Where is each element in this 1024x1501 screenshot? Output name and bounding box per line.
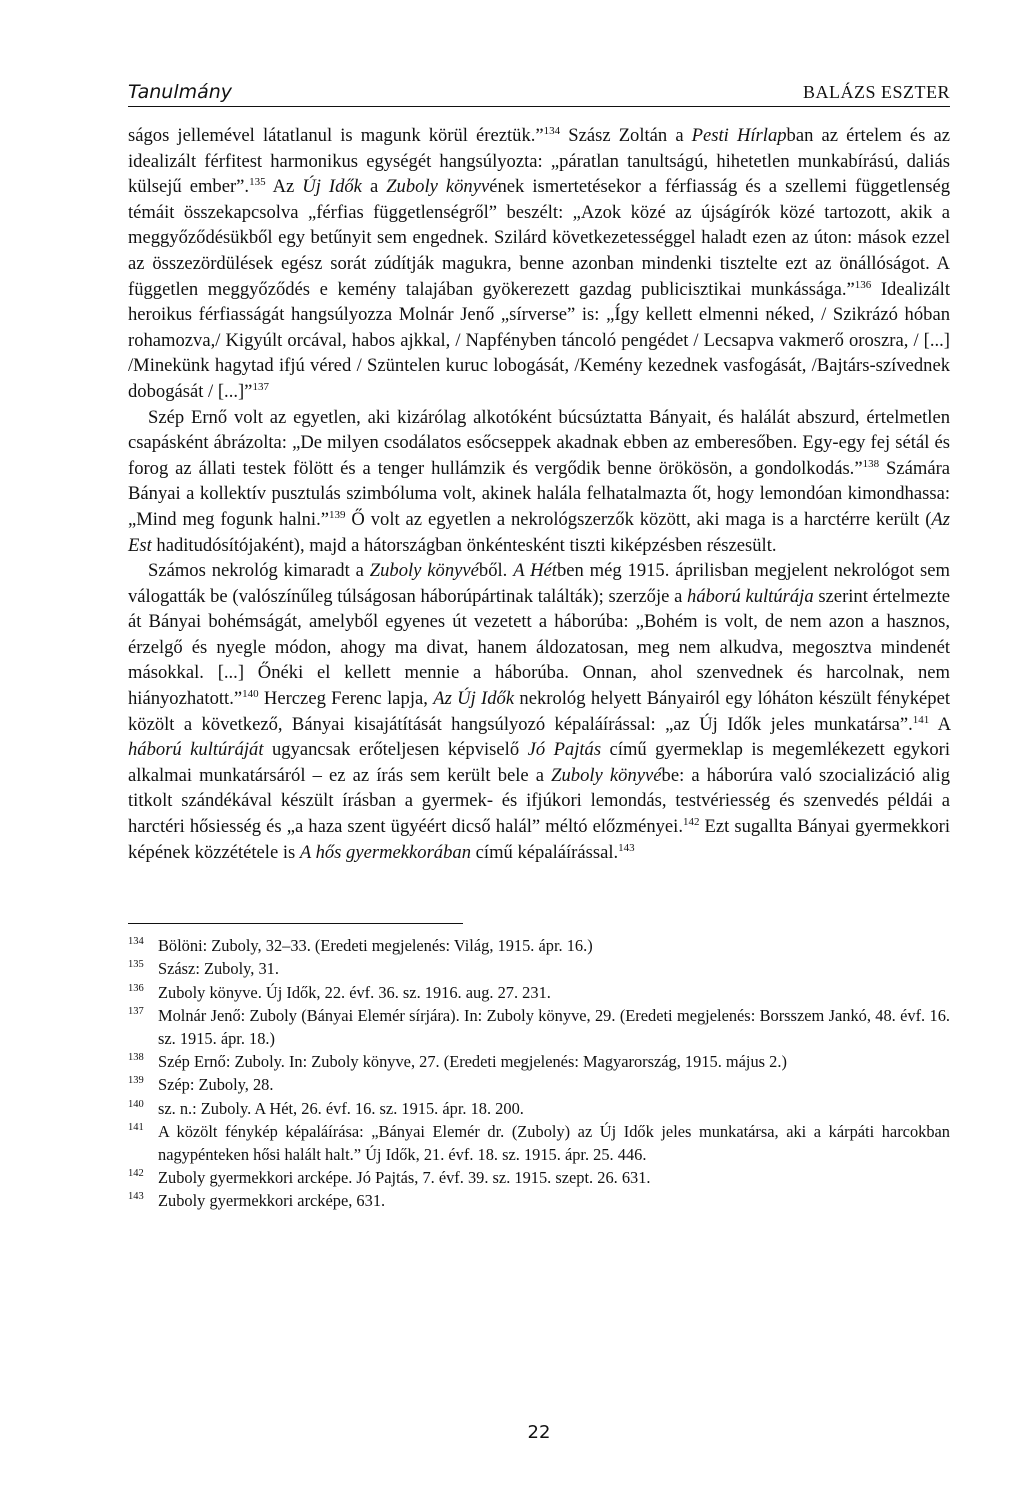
text-run: Ő volt az egyetlen a nekrológszerzők között, aki maga is a harctérre került ( xyxy=(345,508,932,530)
text-run: Herczeg Ferenc lapja, xyxy=(258,688,434,710)
footnote-text: Szép: Zuboly, 28. xyxy=(158,1075,274,1095)
text-run: A xyxy=(929,713,950,735)
footnotes xyxy=(128,934,950,1212)
italic-text: Az Est xyxy=(128,508,951,556)
footnote xyxy=(128,1004,950,1050)
footnote-text: Molnár Jenő: Zuboly (Bányai Elemér sírjára). In: Zuboly könyve, 29. (Eredeti megjelenés: Borsszem Jankó, 48. évf. 16. sz. 1915. ápr. 18.) xyxy=(158,1005,950,1049)
footnote-reference: 139 xyxy=(329,508,346,521)
footnote-number: 139 xyxy=(128,1075,144,1087)
footnote xyxy=(128,957,950,980)
text-run: be: a háborúra való szocializáció alig titkolt szándékával készült írásban a gyermek- és ifjúkori lemondás, testvériesség és szenvedés példái a harctéri hősiesség és „a haza szent ügyéért dicső halál” méltó előzményei. xyxy=(128,764,950,838)
footnote-text: Zuboly könyve. Új Idők, 22. évf. 36. sz. 1916. aug. 27. 231. xyxy=(158,982,551,1002)
footnote xyxy=(128,1166,950,1189)
footnote-number: 137 xyxy=(128,1005,144,1017)
footnote-text: sz. n.: Zuboly. A Hét, 26. évf. 16. sz. 1915. ápr. 18. 200. xyxy=(158,1098,524,1118)
footnote-reference: 134 xyxy=(543,124,561,137)
footnote-number: 142 xyxy=(128,1168,144,1180)
text-run: Számára Bányai a kollektív pusztulás szimbóluma volt, akinek halála felhatalmazta őt, hogy lemondóan kimondhassa: „Mind meg fogunk halni.” xyxy=(128,457,951,530)
footnote-text: Szép Ernő: Zuboly. In: Zuboly könyve, 27. (Eredeti megjelenés: Magyarország, 1915. május 2.) xyxy=(158,1052,787,1072)
footnote-number: 135 xyxy=(128,959,144,971)
footnote-text: Szász: Zuboly, 31. xyxy=(158,959,279,979)
footnote-reference: 142 xyxy=(682,815,700,828)
footnote-text: Zuboly gyermekkori arcképe, 631. xyxy=(158,1191,386,1211)
footnote-reference: 138 xyxy=(862,457,880,470)
footnote-number: 140 xyxy=(128,1098,144,1110)
text-run: ságos jellemével látatlanul is magunk körül éreztük.” xyxy=(128,125,544,146)
text-run: ből. xyxy=(478,560,514,582)
text-run: ugyancsak erőteljesen képviselő xyxy=(263,739,528,761)
footnote-number: 143 xyxy=(128,1191,144,1203)
footnote-number: 141 xyxy=(128,1121,144,1133)
text-run: Ezt sugallta Bányai gyermekkori képének közzététele is xyxy=(128,816,951,863)
footnote xyxy=(128,1073,950,1096)
body-text xyxy=(128,123,950,865)
footnote xyxy=(128,1189,950,1212)
footnote-number: 138 xyxy=(128,1052,144,1064)
italic-text: Új Idők xyxy=(302,176,362,198)
footnote xyxy=(128,934,950,957)
text-run: Idealizált heroikus férfiasságát hangsúlyozza Molnár Jenő „sírverse” is: „Így kellett elmenni néked, / Szikrázó hóban rohamozva,/ Kigyúlt orcával, habos ajkkal, / Napfényben táncoló pengédet / Lecsapva vakmerő oroszra, / [...] /Minekünk hagytad ifjú véred / Szüntelen kuruc lobogását, /Kemény kezednek vasfogását, /Bajtárs-szívednek dobogását / [...]” xyxy=(128,278,950,402)
text-run: Az xyxy=(265,176,303,198)
text-run: haditudósítójaként), majd a hátországban önkéntesként tiszti kiképzésben részesült. xyxy=(151,534,777,556)
running-header xyxy=(128,72,950,107)
page-number: 22 xyxy=(527,1422,551,1443)
footnote-reference: 137 xyxy=(252,380,269,393)
footnote-reference: 136 xyxy=(854,278,872,291)
text-run: szerint értelmezte át Bányai bohémságát, amelyből egyenes út vezetett a háborúba: „Bohém is volt, de nem azon a hasznos, érzelgő és nyegle módon, ahogy ma divat, hanem áldozatosan, meg nem alkudva, megosztva mindenét másokkal. [...] Őnéki el kellett mennie a háborúba. Onnan, ahol szenvednek és harcolnak, nem hiányozhatott.” xyxy=(128,585,950,710)
footnote-number: 136 xyxy=(128,982,144,994)
footnote xyxy=(128,1097,950,1120)
footnote-reference: 135 xyxy=(249,176,266,188)
footnote-reference: 140 xyxy=(242,687,259,700)
italic-text: Zuboly könyv xyxy=(386,176,490,198)
text-run: ének ismertetésekor a férfiasság és a szellemi függetlenség témáit összekapcsolva „férfias függetlenségről” beszélt: „Azok közé az újságírók közé tartozott, akik a meggyőződésükből egy betűnyit sem engednek. Szilárd következetességgel haladt ezen az úton: mások ezzel az összezördülések egész sorát zúdítják magukra, benne azonban mindenki tisztelte ezt az önállóságot. A független meggyőződés e kemény talajában gyökerezett gazdag publicisztikai munkássága.” xyxy=(128,176,951,300)
header-section: Tanulmány xyxy=(128,81,233,103)
italic-text: Jó Pajtás xyxy=(527,739,602,761)
paragraph xyxy=(128,558,950,865)
text-run: Számos nekrológ kimaradt a xyxy=(148,560,370,582)
text-run: ben még 1915. áprilisban megjelent nekrológot sem válogatták be (valószínűleg túlságosan háborúpártinak találták); szerzője a xyxy=(128,560,951,607)
footnote-number: 134 xyxy=(128,936,144,948)
footnote-text: A közölt fénykép képaláírása: „Bányai Elemér dr. (Zuboly) az Új Idők jeles munkatársa, aki a kárpáti harcokban nagypénteken hősi halált halt.” Új Idők, 21. évf. 18. sz. 1915. ápr. 25. 446. xyxy=(158,1121,950,1165)
italic-text: háború kultúrája xyxy=(687,585,814,607)
footnote-text: Bölöni: Zuboly, 32–33. (Eredeti megjelenés: Világ, 1915. ápr. 16.) xyxy=(158,936,593,956)
italic-text: háború kultúráját xyxy=(128,739,264,761)
footnote-reference: 143 xyxy=(618,841,635,854)
footnote xyxy=(128,981,950,1004)
footnote xyxy=(128,1120,950,1166)
text-run: ban az értelem és az idealizált férfitest harmonikus egységét hangsúlyozta: „páratlan tanultságú, hihetetlen munkabírású, daliás külsejű ember”. xyxy=(128,125,951,198)
text-run: a xyxy=(361,176,387,198)
italic-text: A hős gyermekkorában xyxy=(299,841,471,863)
header-author: BALÁZS ESZTER xyxy=(802,82,950,102)
text-run: Szász Zoltán a xyxy=(560,125,692,146)
footnote-reference: 141 xyxy=(912,713,930,726)
text-run: című képaláírással. xyxy=(471,841,619,863)
italic-text: Zuboly könyvé xyxy=(369,560,479,582)
italic-text: Zuboly könyvé xyxy=(551,764,662,786)
footnote-separator xyxy=(128,923,463,924)
footnote-text: Zuboly gyermekkori arcképe. Jó Pajtás, 7. évf. 39. sz. 1915. szept. 26. 631. xyxy=(158,1168,651,1188)
document-page xyxy=(128,72,951,1443)
paragraph xyxy=(128,123,950,405)
text-run: Szép Ernő volt az egyetlen, aki kizárólag alkotóként búcsúztatta Bányait, és halálát abszurd, értelmetlen csapásként ábrázolta: „De milyen csodálatos esőcseppek akadnak ebben az emberesőben. Egy-egy fej sétál és forog az állati testek fölött és a tenger hullámzik és vergődik benne örökösön, a gondolkodás.” xyxy=(128,406,950,479)
footnote xyxy=(128,1050,950,1073)
italic-text: A Hét xyxy=(513,560,557,582)
italic-text: Az Új Idők xyxy=(433,688,515,710)
italic-text: Pesti Hírlap xyxy=(691,125,787,146)
text-run: nekrológ helyett Bányairól egy lóháton készült fényképet közölt a következő, Bányai kisajátítását hangsúlyozó képaláírással: „az Új Idők jeles munkatársa”. xyxy=(128,688,950,735)
paragraph xyxy=(128,405,950,559)
text-run: című gyermeklap is megemlékezett egykori alkalmai munkatársáról – ez az írás sem került bele a xyxy=(128,739,950,786)
